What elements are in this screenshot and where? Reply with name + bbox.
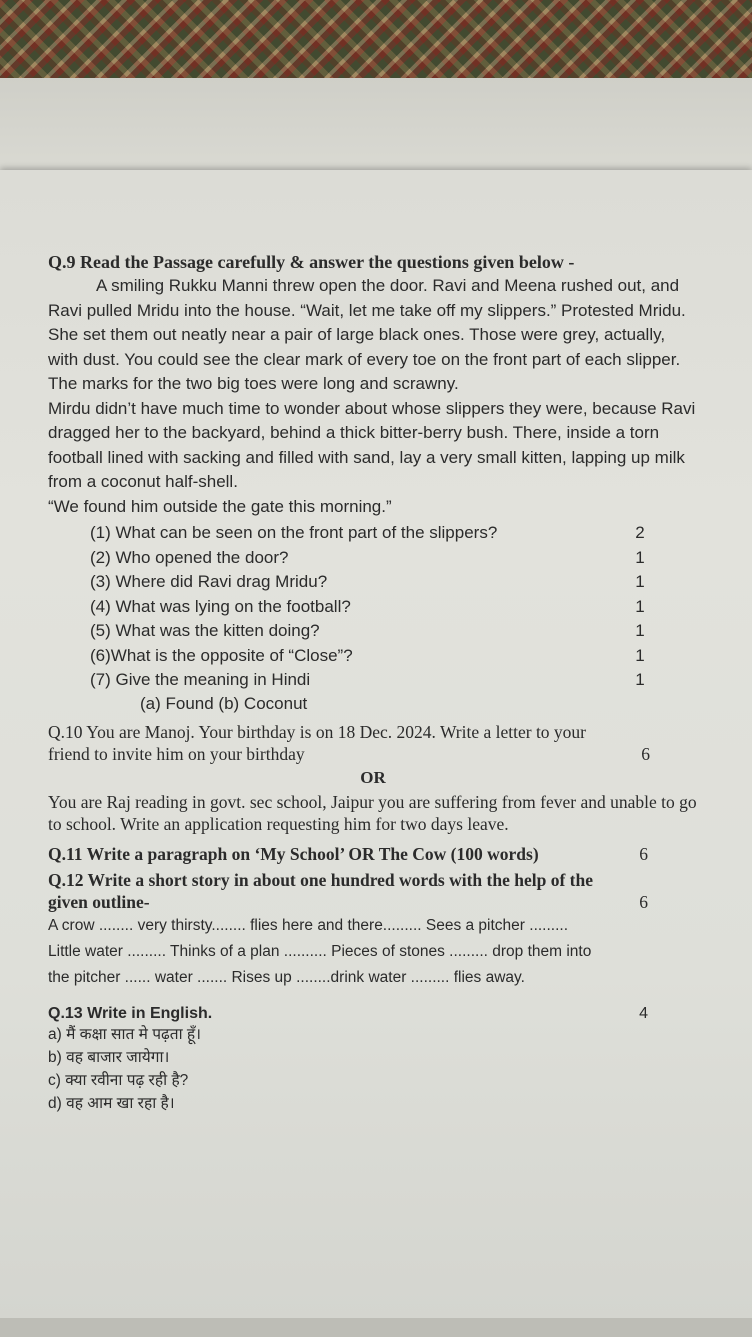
q10 bbox=[48, 721, 698, 835]
q12-line-2: given outline- bbox=[48, 891, 150, 912]
question-item bbox=[90, 570, 650, 595]
q11-text: Q.11 Write a paragraph on ‘My School’ OR The Cow (100 words) bbox=[48, 843, 539, 864]
q10-alternative: You are Raj reading in govt. sec school, Jaipur you are suffering from fever and unable to go to school. Write an application requesting him for two days leave. bbox=[48, 791, 697, 834]
question-item bbox=[90, 668, 650, 693]
question-text: (1) What can be seen on the front part of the slippers? bbox=[90, 523, 498, 542]
document-body bbox=[48, 250, 698, 1115]
q12 bbox=[48, 869, 698, 913]
outline-line: Little water ......... Thinks of a plan .......... Pieces of stones ......... drop them into bbox=[48, 942, 592, 960]
q11 bbox=[48, 843, 648, 865]
question-marks: 2 bbox=[635, 523, 645, 542]
q9-sub-words: (a) Found (b) Coconut bbox=[140, 693, 308, 713]
q13-title: Q.13 Write in English. bbox=[48, 1004, 213, 1022]
passage-paragraph-3: “We found him outside the gate this morning.” bbox=[48, 496, 392, 516]
q9-title: Q.9 Read the Passage carefully & answer the questions given below - bbox=[48, 252, 575, 272]
question-text: (2) Who opened the door? bbox=[90, 547, 289, 567]
hindi-sentence: d) वह आम खा रहा है। bbox=[48, 1094, 175, 1112]
sheet-bottom-edge bbox=[0, 1318, 752, 1337]
question-marks: 1 bbox=[635, 596, 645, 616]
question-marks: 1 bbox=[635, 645, 645, 665]
question-marks: 1 bbox=[635, 670, 645, 689]
q12-outline bbox=[48, 913, 698, 991]
question-item bbox=[90, 546, 650, 571]
question-item bbox=[90, 619, 650, 644]
question-text: (5) What was the kitten doing? bbox=[90, 621, 320, 640]
outline-line: A crow ........ very thirsty........ flies here and there......... Sees a pitcher ......... bbox=[48, 916, 569, 934]
question-marks: 1 bbox=[635, 547, 645, 567]
q10-line-2: friend to invite him on your birthday bbox=[48, 743, 305, 764]
q11-marks: 6 bbox=[639, 843, 648, 864]
question-text: (4) What was lying on the football? bbox=[90, 596, 351, 616]
passage-paragraph-2: Mirdu didn’t have much time to wonder about whose slippers they were, because Ravi dragged her to the backyard, behind a thick bitter-berry bush. There, inside a torn football lined with sacking and filled with sand, lay a very small kitten, lapping up milk from a coconut half-shell. bbox=[48, 398, 696, 491]
question-marks: 1 bbox=[635, 572, 645, 591]
question-text: (7) Give the meaning in Hindi bbox=[90, 670, 311, 689]
outline-line: the pitcher ...... water ....... Rises up ........drink water ......... flies away. bbox=[48, 968, 525, 986]
passage-paragraph-1: A smiling Rukku Manni threw open the door. Ravi and Meena rushed out, and Ravi pulled Mridu into the house. “Wait, let me take off my slippers.” Protested Mridu. She set them out neatly near a pair of large black ones. Those were grey, actually, with dust. You could see the clear mark of every toe on the front part of each slipper. The marks for the two big toes were long and scrawny. bbox=[48, 276, 686, 393]
hindi-sentence: a) मैं कक्षा सात मे पढ़ता हूँ। bbox=[48, 1025, 202, 1043]
question-marks: 1 bbox=[635, 621, 645, 640]
q10-or: OR bbox=[360, 767, 386, 787]
question-text: (3) Where did Ravi drag Mridu? bbox=[90, 572, 328, 591]
q10-line-2-row bbox=[48, 743, 698, 765]
q10-marks: 6 bbox=[641, 743, 650, 764]
hindi-sentence: b) वह बाजार जायेगा। bbox=[48, 1048, 170, 1066]
hindi-sentence: c) क्या रवीना पढ़ रही है? bbox=[48, 1071, 189, 1089]
q10-line-1: Q.10 You are Manoj. Your birthday is on 18 Dec. 2024. Write a letter to your bbox=[48, 721, 587, 742]
q9-question-list bbox=[90, 521, 698, 693]
q13-header bbox=[48, 1005, 648, 1023]
q13-sentences bbox=[48, 1023, 698, 1115]
question-text: (6)What is the opposite of “Close”? bbox=[90, 645, 353, 665]
q12-marks: 6 bbox=[639, 891, 648, 912]
q12-line-2-row bbox=[48, 891, 648, 913]
q12-line-1: Q.12 Write a short story in about one hundred words with the help of the bbox=[48, 869, 593, 890]
question-item bbox=[90, 595, 650, 620]
q13-marks: 4 bbox=[639, 1004, 648, 1022]
question-item bbox=[90, 521, 650, 546]
question-item bbox=[90, 644, 650, 669]
q9-passage bbox=[48, 274, 698, 519]
